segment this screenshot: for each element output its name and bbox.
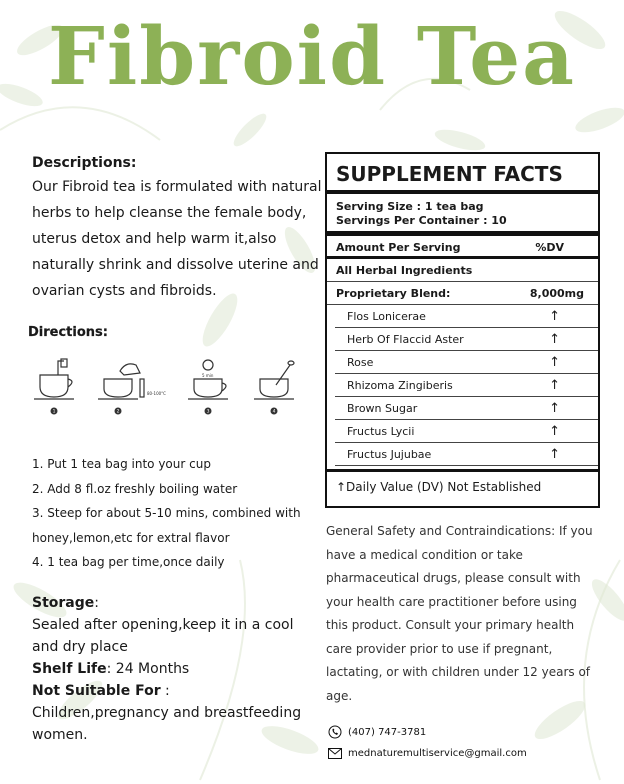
- directions-steps: [32, 452, 322, 575]
- phone-icon: [328, 725, 342, 739]
- up-arrow-icon: ↑: [549, 377, 560, 393]
- step-number-1: 1: [52, 409, 56, 415]
- up-arrow-icon: ↑: [549, 400, 560, 416]
- step-number-3: 3: [206, 409, 210, 415]
- all-herbal-row: All Herbal Ingredients: [327, 259, 598, 282]
- daily-value-note: ↑Daily Value (DV) Not Established: [327, 469, 598, 499]
- description-heading: Descriptions:: [32, 155, 137, 171]
- serving-size: Serving Size : 1 tea bag: [336, 200, 484, 213]
- step-line: honey,lemon,etc for extral flavor: [32, 530, 230, 545]
- shelf-life: Shelf Life: 24 Months: [32, 661, 190, 677]
- dv-header: %DV: [535, 241, 564, 254]
- step-2-kettle-icon: [98, 364, 144, 399]
- step-number-2: 2: [116, 409, 120, 415]
- supplement-facts-panel: [325, 152, 600, 508]
- ingredient-row: Flos Lonicerae ↑: [335, 305, 598, 328]
- supplement-facts-title: SUPPLEMENT FACTS: [327, 154, 598, 194]
- product-title: Fibroid Tea: [48, 9, 576, 103]
- temperature-label: 80-100°C: [147, 391, 166, 396]
- email-contact: [328, 748, 527, 759]
- storage-section: [32, 592, 322, 746]
- ingredient-row: Brown Sugar ↑: [335, 397, 598, 420]
- blend-amount: 8,000mg: [529, 287, 584, 300]
- proprietary-blend-row: [327, 282, 598, 305]
- email-address[interactable]: mednaturemultiservice@gmail.com: [348, 748, 527, 759]
- not-suitable-label: Not Suitable For :: [32, 683, 170, 699]
- up-arrow-icon: ↑: [549, 331, 560, 347]
- step-3-timer-icon: [188, 360, 228, 399]
- description-section: [32, 154, 322, 304]
- ingredient-row: Rose ↑: [335, 351, 598, 374]
- up-arrow-icon: ↑: [549, 308, 560, 324]
- servings-per-container: Servings Per Container : 10: [336, 214, 507, 227]
- not-suitable-value: Children,pregnancy and breastfeeding women.: [32, 705, 302, 743]
- blend-label: Proprietary Blend:: [336, 287, 451, 300]
- step-line: 3. Steep for about 5-10 mins, combined with: [32, 506, 301, 520]
- description-body: Our Fibroid tea is formulated with natural herbs to help cleanse the female body, uterus detox and help warm it,also naturally shrink and dissolve uterine and ovarian cysts and fibroids.: [32, 179, 322, 299]
- storage-heading: Storage:: [32, 595, 99, 611]
- phone-contact: [328, 725, 426, 739]
- directions-heading: Directions:: [28, 325, 108, 340]
- serving-info: [327, 194, 598, 236]
- ingredient-row: Herb Of Flaccid Aster ↑: [335, 328, 598, 351]
- step-1-cup-icon: [34, 359, 74, 399]
- ingredient-row: Fructus Lycii ↑: [335, 420, 598, 443]
- safety-text: General Safety and Contraindications: If you have a medical condition or take pharmaceutical drugs, please consult with your health care practitioner before using this product. Consult your primary health care provider prior to use if pregnant, lactating, or with children under 12 years of age.: [326, 524, 593, 703]
- email-icon: [328, 748, 342, 759]
- ingredient-row: Rhizoma Zingiberis ↑: [335, 374, 598, 397]
- up-arrow-icon: ↑: [549, 446, 560, 462]
- amount-header-row: [327, 236, 598, 259]
- phone-number: (407) 747-3781: [348, 726, 427, 738]
- step-line: 2. Add 8 fl.oz freshly boiling water: [32, 481, 238, 496]
- amount-header: Amount Per Serving: [336, 241, 461, 254]
- brewing-steps-illustration: [28, 355, 318, 425]
- step-number-4: 4: [272, 409, 276, 415]
- up-arrow-icon: ↑: [549, 423, 560, 439]
- step-line: 1. Put 1 tea bag into your cup: [32, 457, 211, 471]
- timer-label: 5 min: [202, 373, 214, 378]
- storage-body: Sealed after opening,keep it in a cool and dry place: [32, 617, 294, 655]
- step-4-spoon-icon: [254, 361, 294, 399]
- step-line: 4. 1 tea bag per time,once daily: [32, 555, 225, 569]
- ingredient-row: Fructus Jujubae ↑: [335, 443, 598, 466]
- up-arrow-icon: ↑: [549, 354, 560, 370]
